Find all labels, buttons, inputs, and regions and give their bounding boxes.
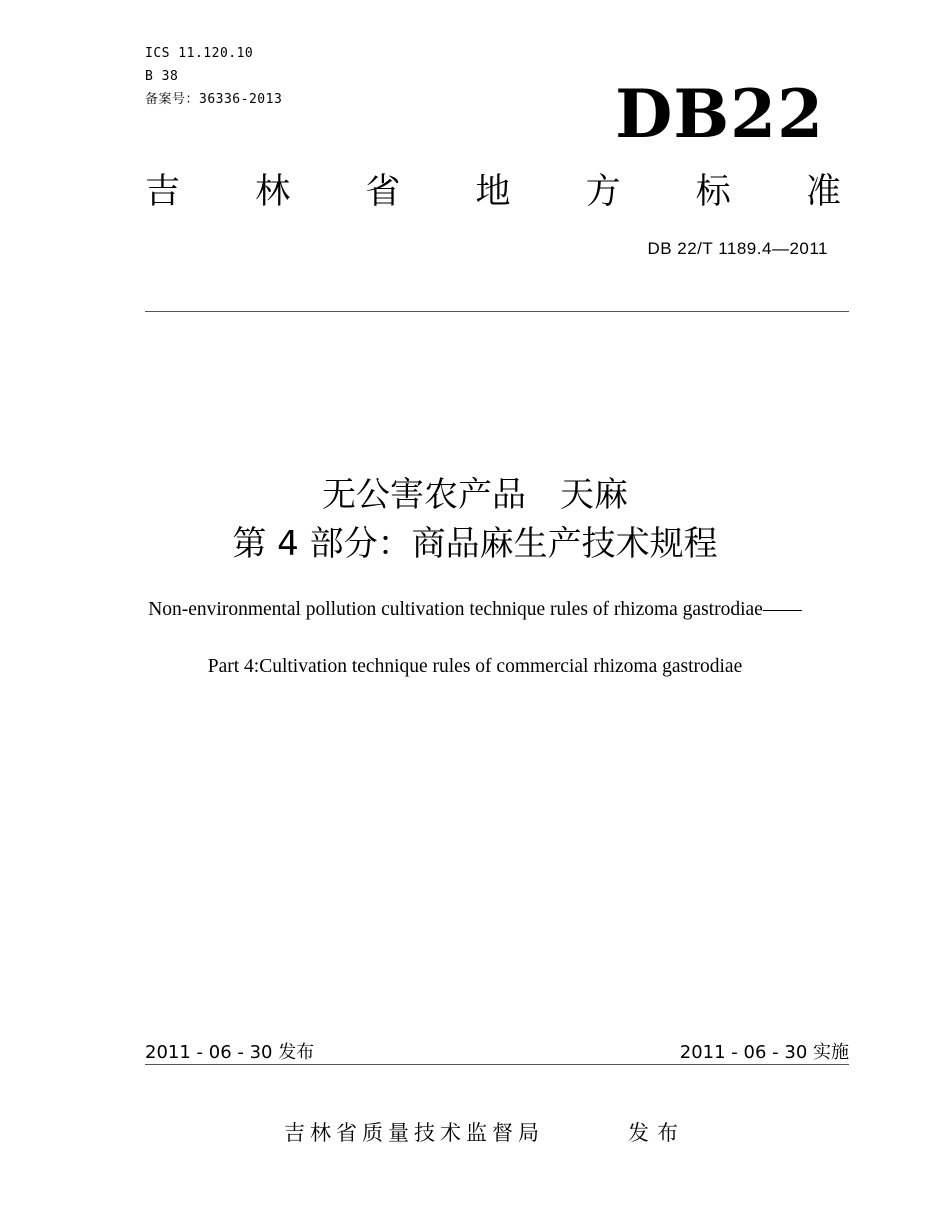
issue-action: 发布 [628,1121,686,1145]
registration-number: 备案号：36336-2013 [145,92,283,107]
standard-type-char: 地 [475,172,511,212]
english-title-line-1: Non-environmental pollution cultivation technique rules of rhizoma gastrodiae—— [148,599,802,620]
ics-code: ICS 11.120.10 [145,46,254,61]
classification-code: B 38 [145,69,179,84]
standard-code: DB 22/T 1189.4—2011 [647,239,828,258]
standard-type-char: 吉 [145,172,181,212]
chinese-title-line-2: 第 4 部分：商品麻生产技术规程 [232,524,718,564]
effective-date: 2011 - 06 - 30 实施 [679,1042,849,1063]
bottom-divider [145,1064,849,1065]
standard-type-heading [145,170,841,214]
standard-logo: DB22 [615,75,824,153]
standard-type-char: 准 [805,172,841,212]
top-divider [145,311,849,312]
publication-date: 2011 - 06 - 30 发布 [145,1042,315,1063]
english-title-line-2: Part 4:Cultivation technique rules of commercial rhizoma gastrodiae [207,656,743,677]
standard-type-char: 标 [695,172,731,212]
standard-type-char: 林 [255,172,291,212]
issuing-authority: 吉林省质量技术监督局 [284,1121,544,1145]
standard-type-char: 省 [365,172,401,212]
standard-type-char: 方 [585,172,621,212]
chinese-title-line-1: 无公害农产品 天麻 [322,475,628,515]
